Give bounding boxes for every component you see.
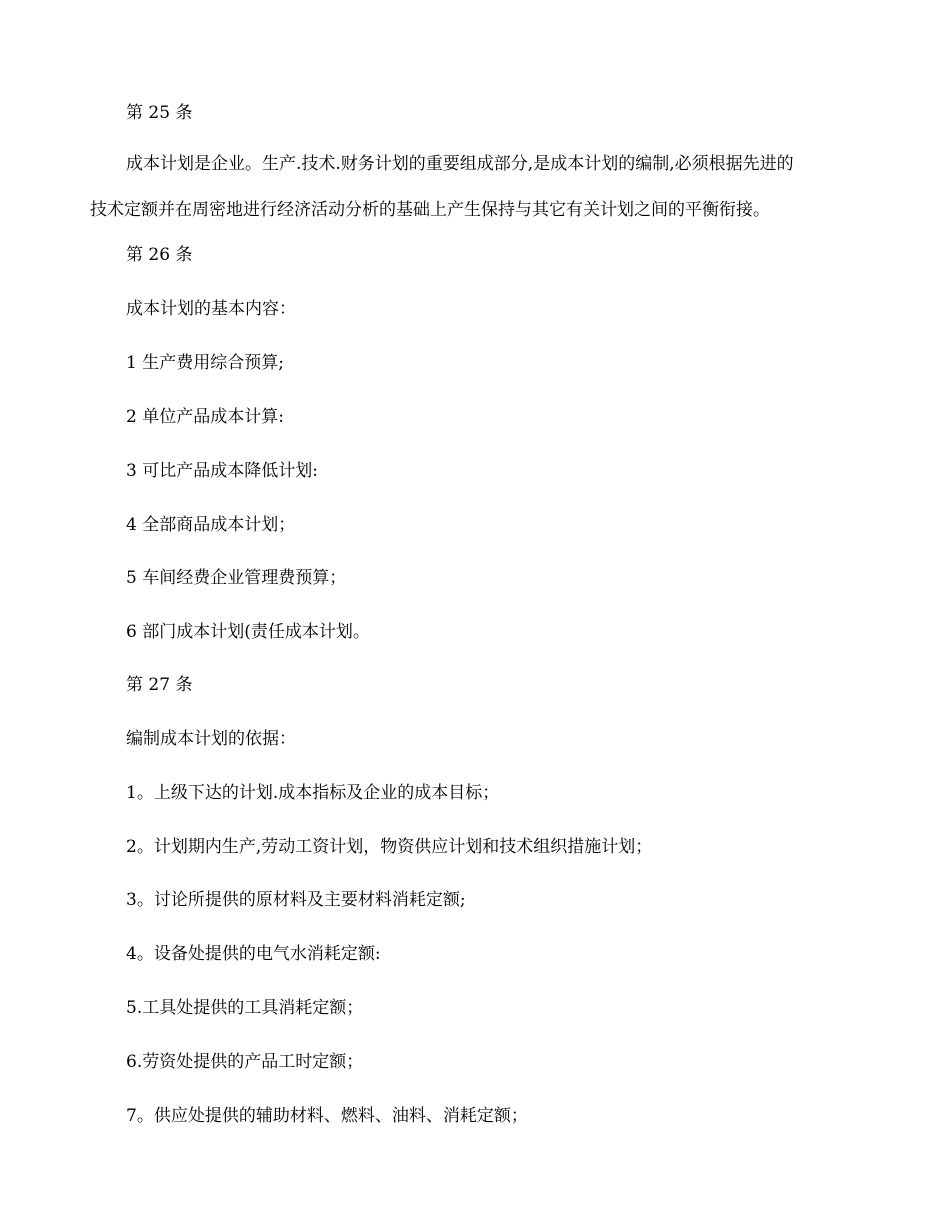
article-27-item: 4。设备处提供的电气水消耗定额: <box>126 944 381 964</box>
article-27-item: 3。讨论所提供的原材料及主要材料消耗定额; <box>126 890 466 910</box>
article-26-item: 4 全部商品成本计划； <box>126 515 296 535</box>
article-27-heading: 第 27 条 <box>126 675 193 695</box>
article-26-item: 2 单位产品成本计算: <box>126 407 284 427</box>
article-27-item: 5.工具处提供的工具消耗定额； <box>126 998 364 1018</box>
article-26-intro: 成本计划的基本内容： <box>126 299 296 319</box>
article-25-paragraph-line-1: 成本计划是企业。生产.技术.财务计划的重要组成部分,是成本计划的编制,必须根据先进的 <box>126 154 794 174</box>
article-25-paragraph <box>90 152 870 222</box>
article-27-item: 6.劳资处提供的产品工时定额； <box>126 1052 364 1072</box>
article-26-item: 5 车间经费企业管理费预算； <box>126 568 347 588</box>
article-26-heading: 第 26 条 <box>126 245 193 265</box>
article-27-intro: 编制成本计划的依据： <box>126 729 296 749</box>
article-27-item: 2。计划期内生产,劳动工资计划，物资供应计划和技术组织措施计划； <box>126 837 653 857</box>
article-26-item: 1 生产费用综合预算; <box>126 353 284 373</box>
article-27-item: 1。上级下达的计划.成本指标及企业的成本目标； <box>126 783 500 803</box>
article-26-item: 3 可比产品成本降低计划: <box>126 461 318 481</box>
article-26-item: 6 部门成本计划(责任成本计划。 <box>126 622 370 642</box>
article-25-paragraph-line-2: 技术定额并在周密地进行经济活动分析的基础上产生保持与其它有关计划之间的平衡衔接。 <box>90 200 770 220</box>
article-25-heading: 第 25 条 <box>126 103 193 123</box>
article-27-item: 7。供应处提供的辅助材料、燃料、油料、消耗定额； <box>126 1106 528 1126</box>
